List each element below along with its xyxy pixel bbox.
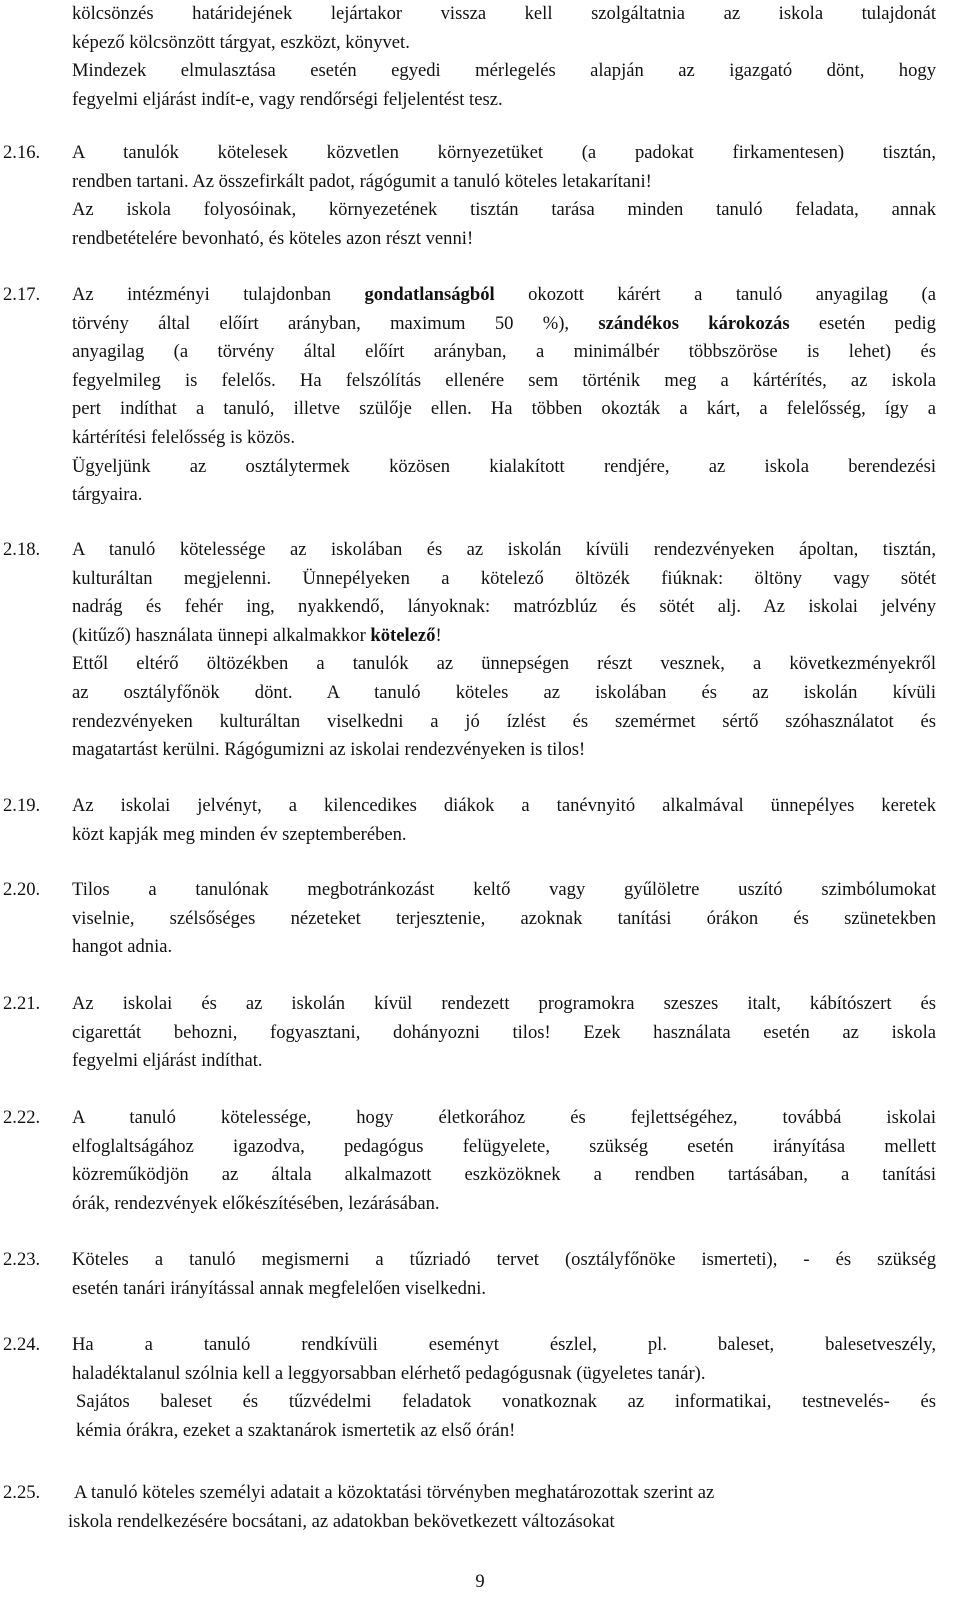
text-line: iskola rendelkezésére bocsátani, az adatokban bekövetkezett változásokat bbox=[68, 1510, 615, 1532]
section-number: 2.20. bbox=[3, 879, 41, 900]
section-number: 2.23. bbox=[3, 1249, 41, 1270]
text-line: elfoglaltságához igazodva, pedagógus felügyelete, szükség esetén irányítása mellett bbox=[72, 1135, 936, 1157]
text-line: rendbetételére bevonható, és köteles azon részt venni! bbox=[72, 227, 474, 249]
text-line: Tilos a tanulónak megbotránkozást keltő vagy gyűlöletre uszító szimbólumokat bbox=[72, 879, 936, 900]
text-line: közreműködjön az általa alkalmazott eszközöknek a rendben tartásában, a tanítási bbox=[72, 1164, 936, 1186]
text-line: fegyelmileg is felelős. Ha felszólítás ellenére sem történik meg a kártérítés, az iskola bbox=[72, 369, 936, 391]
text-line: Ha a tanuló rendkívüli eseményt észlel, pl. baleset, balesetveszély, bbox=[72, 1334, 936, 1355]
bold-emphasis: kötelező bbox=[370, 624, 436, 646]
text-line: képező kölcsönzött tárgyat, eszközt, könyvet. bbox=[72, 31, 410, 53]
page-number: 9 bbox=[475, 1571, 485, 1592]
text-line: rendben tartani. Az összefirkált padot, rágógumit a tanuló köteles letakarítani! bbox=[72, 170, 652, 192]
bold-emphasis: szándékos károkozás bbox=[598, 312, 790, 334]
text-line: magatartást kerülni. Rágógumizni az iskolai rendezvényeken is tilos! bbox=[72, 739, 586, 761]
section-number: 2.22. bbox=[3, 1107, 41, 1128]
text-line: órák, rendezvények előkészítésében, lezárásában. bbox=[72, 1192, 440, 1214]
text-line: kulturáltan megjelenni. Ünnepélyeken a kötelező öltözék fiúknak: öltöny vagy sötét bbox=[72, 567, 936, 589]
text-line: Az iskola folyosóinak, környezetének tisztán tarása minden tanuló feladata, annak bbox=[72, 199, 936, 221]
section-number: 2.21. bbox=[3, 993, 41, 1014]
text-line: Köteles a tanuló megismerni a tűzriadó tervet (osztályfőnöke ismerteti), - és szükség bbox=[72, 1249, 936, 1270]
text-line: A tanulók kötelesek közvetlen környezetüket (a padokat firkamentesen) tisztán, bbox=[72, 142, 936, 163]
text-line: Az intézményi tulajdonban gondatlanságból okozott kárért a tanuló anyagilag (a bbox=[72, 284, 936, 305]
text-line: közt kapják meg minden év szeptemberében. bbox=[72, 823, 407, 845]
text-line: A tanuló köteles személyi adatait a közoktatási törvényben meghatározottak szerint az bbox=[74, 1482, 715, 1503]
text-line: fegyelmi eljárást indít-e, vagy rendőrségi feljelentést tesz. bbox=[72, 88, 503, 110]
text-line: cigarettát behozni, fogyasztani, dohányozni tilos! Ezek használata esetén az iskola bbox=[72, 1021, 936, 1043]
text-line: nadrág és fehér ing, nyakkendő, lányoknak: matrózblúz és sötét alj. Az iskolai jelvény bbox=[72, 596, 936, 618]
section-number: 2.16. bbox=[3, 142, 41, 163]
text-line: Ettől eltérő öltözékben a tanulók az ünnepségen részt vesznek, a következményekről bbox=[72, 653, 936, 675]
text-line: Az iskolai és az iskolán kívül rendezett programokra szeszes italt, kábítószert és bbox=[72, 993, 936, 1014]
section-number: 2.17. bbox=[3, 284, 41, 305]
text-line: Sajátos baleset és tűzvédelmi feladatok vonatkoznak az informatikai, testnevelés- és bbox=[76, 1391, 936, 1413]
text-line: haladéktalanul szólnia kell a leggyorsabban elérhető pedagógusnak (ügyeletes tanár). bbox=[72, 1362, 706, 1384]
text-line: fegyelmi eljárást indíthat. bbox=[72, 1050, 263, 1072]
bold-emphasis: gondatlanságból bbox=[364, 284, 495, 305]
text-line: Mindezek elmulasztása esetén egyedi mérlegelés alapján az igazgató dönt, hogy bbox=[72, 60, 936, 82]
text-line: A tanuló kötelessége, hogy életkorához és fejlettségéhez, továbbá iskolai bbox=[72, 1107, 936, 1128]
section-number: 2.25. bbox=[3, 1482, 41, 1503]
text-line: Ügyeljünk az osztálytermek közösen kialakított rendjére, az iskola berendezési bbox=[72, 455, 936, 477]
text-line: kártérítési felelősség is közös. bbox=[72, 426, 296, 448]
text-line: anyagilag (a törvény által előírt arányban, a minimálbér többszöröse is lehet) és bbox=[72, 341, 936, 363]
text-line: A tanuló kötelessége az iskolában és az iskolán kívüli rendezvényeken ápoltan, tisztán, bbox=[72, 539, 936, 560]
text-line: tárgyaira. bbox=[72, 484, 143, 506]
text-line: kémia órákra, ezeket a szaktanárok ismertetik az első órán! bbox=[76, 1419, 516, 1441]
text-line: hangot adnia. bbox=[72, 936, 173, 958]
section-number: 2.24. bbox=[3, 1334, 41, 1355]
text-line: rendezvényeken kulturáltan viselkedni a jó ízlést és szemérmet sértő szóhasználatot és bbox=[72, 710, 936, 732]
text-line: törvény által előírt arányban, maximum 50 %), szándékos károkozás esetén pedig bbox=[72, 312, 936, 334]
section-number: 2.19. bbox=[3, 795, 41, 816]
text-line: (kitűző) használata ünnepi alkalmakkor kötelező! bbox=[72, 624, 442, 646]
text-line: az osztályfőnök dönt. A tanuló köteles az iskolában és az iskolán kívüli bbox=[72, 681, 936, 703]
text-line: viselnie, szélsőséges nézeteket terjesztenie, azoknak tanítási órákon és szünetekben bbox=[72, 907, 936, 929]
section-number: 2.18. bbox=[3, 539, 41, 560]
text-line: esetén tanári irányítással annak megfelelően viselkedni. bbox=[72, 1277, 487, 1299]
text-line: pert indíthat a tanuló, illetve szülője ellen. Ha többen okozták a kárt, a felelősség, így a bbox=[72, 398, 936, 420]
text-line: Az iskolai jelvényt, a kilencedikes diákok a tanévnyitó alkalmával ünnepélyes keretek bbox=[72, 795, 936, 816]
text-line: kölcsönzés határidejének lejártakor vissza kell szolgáltatnia az iskola tulajdonát bbox=[72, 3, 936, 24]
